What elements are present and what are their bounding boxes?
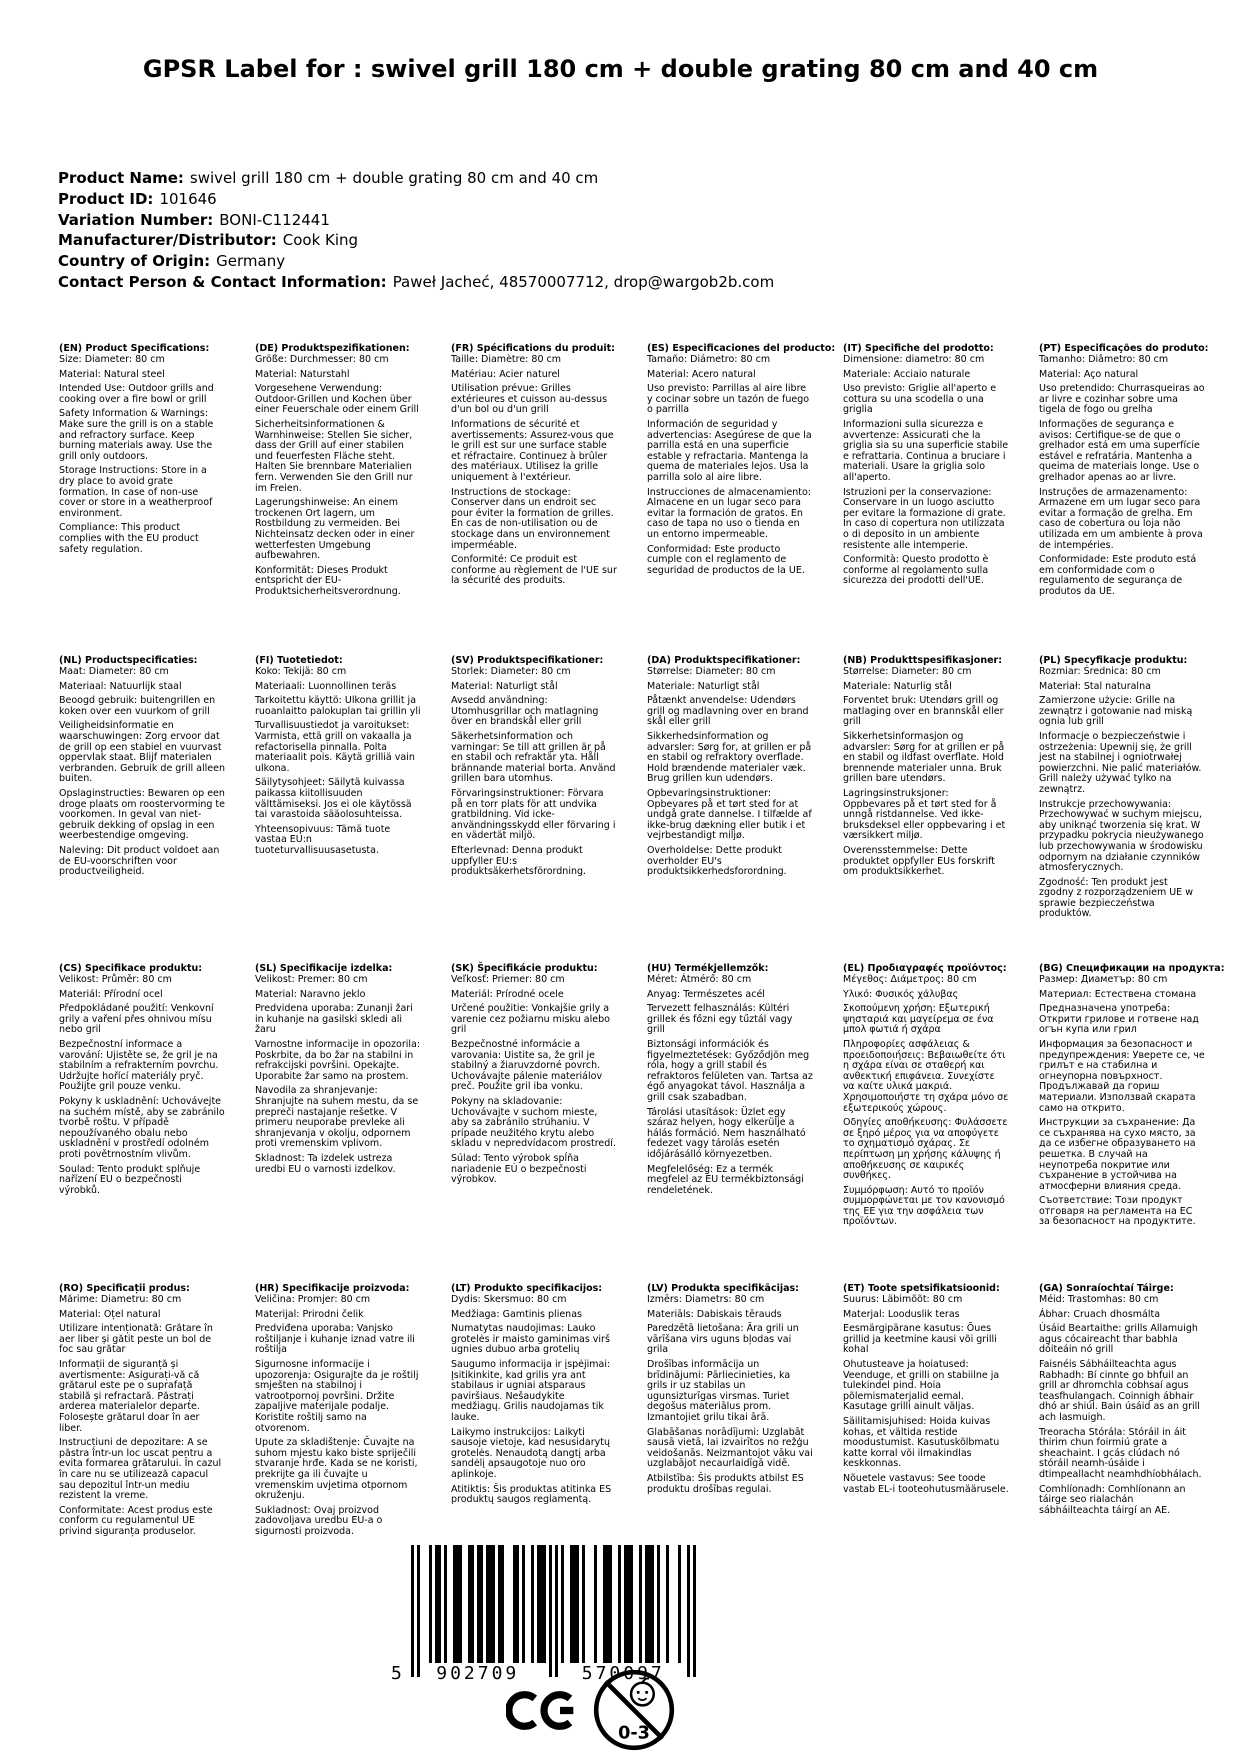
spec-paragraph: Skladnost: Ta izdelek ustreza uredbi EU o varnosti izdelkov. <box>255 1152 396 1175</box>
spec-paragraph: Veiligheidsinformatie en waarschuwingen: Zorg ervoor dat de grill op een stabiel en vuurvast oppervlak staat. Blijf materialen verbranden. Gebruik de grill alleen buiten. <box>59 720 225 785</box>
spec-paragraph: Pokyny na skladovanie: Uchovávajte v suchom mieste, aby sa zabránilo strúhaniu. V prípade neužitého krytu alebo skladu v nepredvídacom prostredí. <box>451 1095 616 1150</box>
spec-heading: (PL) Specyfikacje produktu: <box>1039 655 1188 666</box>
spec-paragraph: Dimensione: diametro: 80 cm <box>843 354 985 365</box>
spec-heading: (ES) Especificaciones del producto: <box>647 343 836 354</box>
spec-paragraphs <box>647 1295 813 1495</box>
spec-language-column <box>1039 655 1235 963</box>
spec-paragraphs <box>255 1295 421 1537</box>
spec-paragraph: Opslaginstructies: Bewaren op een droge plaats om roostervorming te voorkomen. In geval van niet-gebruik dekking of opslag in een weerbestendige omgeving. <box>59 787 225 842</box>
spec-paragraph: Material: Natural steel <box>59 368 165 380</box>
product-info-label: Country of Origin: <box>58 252 211 271</box>
spec-language-column <box>1039 343 1235 655</box>
spec-paragraph: Material: Naturligt stål <box>451 680 558 692</box>
spec-paragraph: Saugumo informacija ir įspėjimai: Įsitikinkite, kad grilis yra ant stabilaus ir ugniai atsparaus paviršiaus. Nešaudykite medžiagų. Grilis naudojamas tik lauke. <box>451 1358 611 1423</box>
spec-paragraph: Uso pretendido: Churrasqueiras ao ar livre e cozinhar sobre uma tigela de fogo ou grelha <box>1039 383 1205 416</box>
spec-language-column <box>647 1283 843 1537</box>
spec-paragraph: Koko: Tekijä: 80 cm <box>255 666 347 677</box>
spec-paragraph: Bezpečnostné informácie a varovania: Uistite sa, že gril je stabilný a žiaruvzdorné povrch. Uchovávajte pálenie materiálov preč. Použite gril iba vonku. <box>451 1038 603 1093</box>
spec-paragraph: Ohutusteave ja hoiatused: Veenduge, et grilli on stabiilne ja tulekindel pind. Hoia põlemismaterjalid eemal. Kasutage grilli ainult väljas. <box>843 1358 1000 1413</box>
spec-language-column <box>59 343 255 655</box>
spec-paragraph: Instructions de stockage: Conserver dans un endroit sec pour éviter la formation de grilles. En cas de non-utilisation ou de stockage dans un environnement imperméable. <box>451 486 614 551</box>
spec-heading: (ET) Toote spetsifikatsioonid: <box>843 1283 1000 1294</box>
spec-paragraph: Size: Diameter: 80 cm <box>59 354 165 365</box>
spec-paragraph: Materjal: Looduslik teras <box>843 1308 960 1320</box>
product-info-value: Paweł Jacheć, 48570007712, drop@wargob2b.com <box>392 272 775 291</box>
spec-paragraph: Säilytysohjeet: Säilytä kuivassa paikassa kiitollisuuden välttämiseksi. Jos ei ole käytössä tai varastoida sääolosuhteissa. <box>255 777 412 821</box>
spec-heading: (LT) Produkto specifikacijos: <box>451 1283 603 1294</box>
spec-paragraph: Upute za skladištenje: Čuvajte na suhom mjestu kako biste spriječili stvaranje hrđe. Kada se ne koristi, prekrijte ga ili čuvajte u vremenskim uvjetima otpornom okruženju. <box>255 1437 418 1502</box>
page-title: GPSR Label for : swivel grill 180 cm + double grating 80 cm and 40 cm <box>142 55 1099 83</box>
spec-paragraph: Varnostne informacije in opozorila: Poskrbite, da bo žar na stabilni in refrakcijski površini. Opekajte. Uporabite žar samo na prostem. <box>255 1038 421 1082</box>
spec-paragraphs <box>843 355 1009 587</box>
spec-paragraph: Συμμόρφωση: Αυτό το προϊόν συμμορφώνεται με τον κανονισμό της ΕΕ για την ασφάλεια των προϊόντων. <box>843 1184 1005 1228</box>
spec-paragraph: Sikkerhetsinformasjon og advarsler: Sørg for at grillen er på en stabil og ildfast overflate. Hold brennende materialer unna. Bruk grillen bare utendørs. <box>843 730 1005 785</box>
spec-paragraphs <box>647 355 813 576</box>
spec-paragraph: Intended Use: Outdoor grills and cooking over a fire bowl or grill <box>59 383 214 405</box>
spec-paragraphs <box>451 355 617 587</box>
spec-language-column <box>647 655 843 963</box>
spec-paragraph: Material: Naturstahl <box>255 368 350 380</box>
product-info-row <box>58 189 774 210</box>
spec-paragraph: Rozmiar: Średnica: 80 cm <box>1039 666 1161 677</box>
spec-heading: (EN) Product Specifications: <box>59 343 210 354</box>
spec-paragraphs <box>59 667 225 878</box>
spec-paragraph: Safety Information & Warnings: Make sure the grill is on a stable and refractory surface. Keep burning materials away. Use the grill only outdoors. <box>59 408 214 462</box>
spec-heading: (NL) Productspecificaties: <box>59 655 198 666</box>
spec-paragraph: Materiaal: Natuurlijk staal <box>59 680 182 692</box>
spec-paragraph: Material: Acero natural <box>647 368 756 380</box>
spec-language-column <box>59 963 255 1283</box>
spec-paragraph: Informações de segurança e avisos: Certifique-se de que o grelhador está em uma superfície estável e refratária. Mantenha a queima de materiais longe. Use o grelhador apenas ao ar livre. <box>1039 418 1200 483</box>
spec-paragraph: Størrelse: Diameter: 80 cm <box>647 666 776 677</box>
product-info-value: Germany <box>216 252 286 271</box>
spec-heading: (SK) Špecifikácie produktu: <box>451 963 598 974</box>
barcode-digit-group: 5 <box>391 1663 405 1684</box>
spec-heading: (DE) Produktspezifikationen: <box>255 343 410 354</box>
spec-paragraph: Predvidena uporaba: Zunanji žari in kuhanje na gasilski skledi ali žaru <box>255 1003 413 1036</box>
product-info-label: Manufacturer/Distributor: <box>58 231 277 250</box>
spec-heading: (HU) Termékjellemzők: <box>647 963 769 974</box>
spec-paragraph: Sikkerhedsinformation og advarsler: Sørg for, at grillen er på en stabil og refraktory overflade. Hold brændende materialer væk. Brug grillen kun udendørs. <box>647 730 812 785</box>
spec-paragraph: Instruções de armazenamento: Armazene em um lugar seco para evitar a formação de grelha. Em caso de cobertura ou loja não utilizada em um ambiente à prova de intempéries. <box>1039 486 1203 551</box>
spec-paragraph: Soulad: Tento produkt splňuje nařízení EU o bezpečnosti výrobků. <box>59 1163 201 1196</box>
spec-heading: (SV) Produktspecifikationer: <box>451 655 604 666</box>
spec-heading: (FR) Spécifications du produit: <box>451 343 615 354</box>
spec-paragraph: Comhlíonadh: Comhlíonann an táirge seo rialachán sábháilteachta táirgí an AE. <box>1039 1483 1186 1516</box>
spec-paragraph: Zgodność: Ten produkt jest zgodny z rozporządzeniem UE w sprawie bezpieczeństwa produktów. <box>1039 876 1193 920</box>
spec-paragraph: Storage Instructions: Store in a dry place to avoid grate formation. In case of non-use cover or store in a weatherproof environment. <box>59 465 213 519</box>
spec-language-column <box>647 963 843 1283</box>
spec-paragraphs <box>843 667 1009 878</box>
spec-paragraph: Uso previsto: Parrillas al aire libre y cocinar sobre un tazón de fuego o parrilla <box>647 383 810 416</box>
spec-language-column <box>647 343 843 655</box>
spec-language-column <box>843 343 1039 655</box>
spec-paragraph: Velikost: Premer: 80 cm <box>255 974 368 985</box>
spec-paragraphs <box>1039 667 1205 920</box>
spec-heading: (PT) Especificações do produto: <box>1039 343 1209 354</box>
spec-paragraph: Sicherheitsinformationen & Warnhinweise: Stellen Sie sicher, dass der Grill auf einer stabilen und feuerfesten Fläche steht. Halten Sie brennbare Materialien fern. Verwenden Sie den Grill nur im Freien. <box>255 418 413 494</box>
spec-paragraph: Σκοπούμενη χρήση: Εξωτερική ψησταριά και μαγείρεμα σε ένα μπολ φωτιά ή σχάρα <box>843 1003 994 1036</box>
spec-paragraph: Beoogd gebruik: buitengrillen en koken over een vuurkom of grill <box>59 695 216 717</box>
spec-language-column <box>843 1283 1039 1537</box>
spec-paragraphs <box>59 355 225 555</box>
spec-paragraph: Material: Naravno jeklo <box>255 988 366 1000</box>
spec-paragraph: Naleving: Dit product voldoet aan de EU-voorschriften voor productveiligheid. <box>59 844 220 878</box>
age-warning-label: 0-3 <box>618 1723 650 1744</box>
spec-paragraph: Storlek: Diameter: 80 cm <box>451 666 571 677</box>
spec-paragraph: Maat: Diameter: 80 cm <box>59 666 169 677</box>
spec-language-column <box>255 963 451 1283</box>
spec-heading: (RO) Specificații produs: <box>59 1283 190 1294</box>
spec-language-column <box>843 655 1039 963</box>
spec-paragraph: Megfelelőség: Ez a termék megfelel az EU termékbiztonsági rendeletének. <box>647 1163 804 1196</box>
spec-paragraphs <box>59 1295 225 1537</box>
spec-paragraph: Uso previsto: Griglie all'aperto e cottura su una scodella o una griglia <box>843 383 997 416</box>
product-info-section <box>58 168 774 293</box>
spec-paragraph: Conformité: Ce produit est conforme au règlement de l'UE sur la sécurité des produits. <box>451 554 617 587</box>
spec-paragraph: Utilizare intenționată: Grătare în aer liber și gătit peste un bol de foc sau grătar <box>59 1323 213 1356</box>
spec-language-column <box>451 963 647 1283</box>
spec-paragraph: Materiál: Přírodní ocel <box>59 988 163 1000</box>
spec-paragraph: Suurus: Läbimõõt: 80 cm <box>843 1294 963 1305</box>
spec-paragraph: Avsedd användning: Utomhusgrillar och matlagning över en brandskål eller grill <box>451 695 599 728</box>
spec-paragraph: Ábhar: Cruach dhosmálta <box>1039 1308 1161 1320</box>
spec-language-column <box>451 1283 647 1537</box>
spec-heading: (HR) Specifikacije proizvoda: <box>255 1283 410 1294</box>
spec-paragraphs <box>451 975 617 1186</box>
spec-heading: (IT) Specifiche del prodotto: <box>843 343 994 354</box>
spec-paragraph: Efterlevnad: Denna produkt uppfyller EU:s produktsäkerhetsförordning. <box>451 844 587 878</box>
product-info-value: swivel grill 180 cm + double grating 80 cm and 40 cm <box>189 169 599 187</box>
spec-language-column <box>59 655 255 963</box>
spec-language-column <box>1039 963 1235 1283</box>
spec-paragraph: Материал: Естествена стомана <box>1039 988 1197 1000</box>
spec-paragraph: Turvallisuustiedot ja varoitukset: Varmista, että grill on vakaalla ja refactorisella pinnalla. Polta materiaalit pois. Käytä grilliä vain ulkona. <box>255 720 415 774</box>
ce-mark-icon <box>506 1688 580 1733</box>
spec-paragraph: Påtænkt anvendelse: Udendørs grill og madlavning over en brand skål eller grill <box>647 695 809 728</box>
spec-paragraph: Sigurnosne informacije i upozorenja: Osigurajte da je roštilj smješten na stabilnoj i vatrootpornoj površini. Držite zapaljive materijale podalje. Koristite roštilj samo na otvorenom. <box>255 1358 419 1434</box>
spec-language-column <box>255 343 451 655</box>
spec-paragraph: Overholdelse: Dette produkt overholder EU's produktsikkerhedsforordning. <box>647 844 787 878</box>
spec-paragraph: Säilitamisjuhised: Hoida kuivas kohas, et vältida restide moodustumist. Kasutuskõlbmatu katte korral või ilmakindlas keskkonnas. <box>843 1415 1000 1470</box>
spec-paragraph: Materiale: Acciaio naturale <box>843 368 971 380</box>
spec-paragraph: Lagringsinstruksjoner: Oppbevares på et tørt sted for å unngå ristdannelse. Ved ikke-bruksdeksel eller oppbevaring i et værsikkert miljø. <box>843 787 1006 842</box>
product-info-label: Contact Person & Contact Information: <box>58 272 387 291</box>
spec-paragraph: Instrucciones de almacenamiento: Almacene en un lugar seco para evitar la formación de gratos. En caso de tapa no uso o tienda en un entorno impermeable. <box>647 486 811 540</box>
spec-paragraph: Conformidad: Este producto cumple con el reglamento de seguridad de productos de la UE. <box>647 543 805 576</box>
spec-paragraph: Atbilstība: Šis produkts atbilst ES produktu drošības regulai. <box>647 1472 804 1495</box>
spec-language-column <box>451 343 647 655</box>
spec-paragraph: Materijal: Prirodni čelik <box>255 1308 364 1320</box>
spec-paragraph: Istruzioni per la conservazione: Conservare in un luogo asciutto per evitare la formazione di grate. In caso di copertura non utilizzata o di deposito in un ambiente resistente alle intemperie. <box>843 486 1006 551</box>
product-info-row <box>58 230 774 251</box>
spec-paragraph: Υλικό: Φυσικός χάλυβας <box>843 988 959 1000</box>
spec-heading: (SL) Specifikacije izdelka: <box>255 963 393 974</box>
spec-paragraphs <box>59 975 225 1196</box>
spec-paragraphs <box>843 1295 1009 1495</box>
spec-paragraphs <box>451 667 617 878</box>
spec-heading: (GA) Sonraíochtaí Táirge: <box>1039 1283 1174 1294</box>
spec-paragraph: Съответствие: Този продукт отговаря на регламента на ЕС за безопасност на продуктите. <box>1039 1195 1196 1228</box>
spec-paragraph: Atitiktis: Šis produktas atitinka ES produktų saugos reglamentą. <box>451 1483 612 1506</box>
spec-paragraphs <box>1039 355 1205 597</box>
spec-paragraph: Størrelse: Diameter: 80 cm <box>843 666 972 677</box>
spec-paragraph: Dydis: Skersmuo: 80 cm <box>451 1294 567 1305</box>
spec-paragraph: Tervezett felhasználás: Kültéri grillek és főzni egy tűztál vagy grill <box>647 1003 793 1036</box>
product-info-label: Variation Number: <box>58 210 214 229</box>
spec-paragraph: Numatytas naudojimas: Lauko grotelės ir maisto gaminimas virš ugnies dubuo arba grotelių <box>451 1323 610 1356</box>
spec-paragraph: Faisnéis Sábháilteachta agus Rabhadh: Bí cinnte go bhfuil an grill ar dhromchla cobhsaí agus teasfhulangach. Coinnigh ábhair dhó ar shiúl. Bain úsáid as an grill ach lasmuigh. <box>1039 1358 1200 1423</box>
spec-paragraph: Material: Oțel natural <box>59 1308 161 1320</box>
spec-paragraphs <box>1039 975 1205 1228</box>
spec-paragraph: Material: Aço natural <box>1039 368 1139 380</box>
spec-paragraph: Lagerungshinweise: An einem trockenen Ort lagern, um Rostbildung zu vermeiden. Bei Nichteinsatz decken oder in einer wetterfesten Umgebung aufbewahren. <box>255 497 415 562</box>
spec-paragraph: Eesmärgipärane kasutus: Õues grillid ja keetmine kausi või grilli kohal <box>843 1323 997 1356</box>
spec-paragraph: Glabāšanas norādījumi: Uzglabāt sausā vietā, lai izvairītos no režģu veidošanās. Neizmantojot vāku vai uzglabājot necaurlaidīgā vidē. <box>647 1426 813 1470</box>
product-info-row <box>58 168 774 189</box>
spec-paragraph: Laikymo instrukcijos: Laikyti sausoje vietoje, kad nesusidarytų grotelės. Nenaudotą dangtį arba sandėlį apsaugotoje nuo oro aplinkoje. <box>451 1426 610 1480</box>
spec-paragraph: Vorgesehene Verwendung: Outdoor-Grillen und Kochen über einer Feuerschale oder einem Grill <box>255 383 419 416</box>
spec-heading: (BG) Спецификации на продукта: <box>1039 963 1225 974</box>
age-warning-0-3-icon <box>592 1668 676 1752</box>
spec-paragraph: Předpokládané použití: Venkovní grily a vaření přes ohnivou mísu nebo gril <box>59 1003 214 1036</box>
spec-paragraph: Súlad: Tento výrobok spĺňa nariadenie EÚ o bezpečnosti výrobkov. <box>451 1152 587 1186</box>
spec-paragraph: Instrukcje przechowywania: Przechowywać w suchym miejscu, aby uniknąć tworzenia się krat. W przypadku pokrycia nieużywanego lub przechowywania w środowisku odpornym na działanie czynników atmosferycznych. <box>1039 798 1204 874</box>
spec-paragraph: Medžiaga: Gamtinis plienas <box>451 1308 582 1320</box>
product-info-row <box>58 272 774 293</box>
spec-paragraph: Taille: Diamètre: 80 cm <box>451 354 561 365</box>
spec-paragraph: Predviđena uporaba: Vanjsko roštiljanje i kuhanje iznad vatre ili roštilja <box>255 1323 415 1356</box>
spec-paragraph: Materiale: Naturlig stål <box>843 680 952 692</box>
spec-paragraph: Materiāls: Dabiskais tērauds <box>647 1308 782 1320</box>
spec-paragraph: Mărime: Diametru: 80 cm <box>59 1294 182 1305</box>
spec-paragraph: Tárolási utasítások: Üzlet egy száraz helyen, hogy elkerülje a hálás formáció. Nem használható fedezet vagy tárolás esetén időjárásálló környezetben. <box>647 1106 806 1160</box>
spec-paragraphs <box>843 975 1009 1228</box>
product-info-value: Cook King <box>282 231 359 250</box>
spec-paragraph: Инструкции за съхранение: Да се съхранява на сухо място, за да се избегне образуването на решетка. В случай на неупотреба покритие или съхранение в устойчива на атмосферни влияния среда. <box>1039 1117 1196 1192</box>
spec-paragraph: Tamaño: Diámetro: 80 cm <box>647 354 771 365</box>
spec-paragraph: Förvaringsinstruktioner: Förvara på en torr plats för att undvika gratbildning. Vid icke-användningsskydd eller förvaring i en vädertät miljö. <box>451 787 616 842</box>
spec-paragraph: Veľkosť: Priemer: 80 cm <box>451 974 565 985</box>
spec-paragraph: Zamierzone użycie: Grille na zewnątrz i gotowanie nad miską ognia lub grill <box>1039 695 1193 728</box>
spec-paragraph: Размер: Диаметър: 80 cm <box>1039 974 1168 985</box>
spec-paragraph: Materiale: Naturligt stål <box>647 680 760 692</box>
spec-paragraph: Sukladnost: Ovaj proizvod zadovoljava uredbu EU-a o sigurnosti proizvoda. <box>255 1504 383 1537</box>
spec-paragraph: Izmērs: Diametrs: 80 cm <box>647 1294 765 1305</box>
spec-paragraph: Größe: Durchmesser: 80 cm <box>255 354 389 365</box>
spec-paragraph: Určené použitie: Vonkajšie grily a varenie cez požiarnu misku alebo gril <box>451 1003 610 1036</box>
barcode-bars-icon <box>411 1545 696 1679</box>
spec-paragraph: Méret: Átmérő: 80 cm <box>647 974 752 985</box>
spec-paragraphs <box>647 975 813 1196</box>
spec-paragraphs <box>255 355 421 597</box>
spec-paragraph: Tarkoitettu käyttö: Ulkona grillit ja ruoanlaitto palokuplan tai grillin yli <box>255 695 421 717</box>
spec-paragraph: Materiaali: Luonnollinen teräs <box>255 680 397 692</box>
spec-paragraph: Οδηγίες αποθήκευσης: Φυλάσσετε σε ξηρό μέρος για να αποφύγετε το σχηματισμό σχάρας. Σε περίπτωση μη χρήσης κάλυψης ή αποθήκευσης σε καιρικές συνθήκες. <box>843 1117 1008 1182</box>
spec-paragraph: Navodila za shranjevanje: Shranjujte na suhem mestu, da se prepreči nastajanje rešetke. V primeru neuporabe prevleke ali shranjevanja v okolju, odpornem proti vremenskim vplivom. <box>255 1085 419 1150</box>
spec-paragraph: Materiał: Stal naturalna <box>1039 680 1151 692</box>
spec-paragraph: Conformità: Questo prodotto è conforme al regolamento sulla sicurezza dei prodotti dell'UE. <box>843 554 989 587</box>
spec-paragraph: Veličina: Promjer: 80 cm <box>255 1294 371 1305</box>
spec-language-column <box>59 1283 255 1537</box>
spec-paragraph: Forventet bruk: Utendørs grill og matlaging over en brannskål eller grill <box>843 695 1004 728</box>
spec-paragraph: Compliance: This product complies with the EU product safety regulation. <box>59 522 199 555</box>
spec-paragraph: Πληροφορίες ασφάλειας & προειδοποιήσεις: Βεβαιωθείτε ότι η σχάρα είναι σε σταθερή και ανθεκτική επιφάνεια. Συνεχίστε να καίτε υλικά μακριά. Χρησιμοποιήστε τη σχάρα μόνο σε εξωτερικούς χώρους. <box>843 1038 1009 1114</box>
spec-language-column <box>255 1283 451 1537</box>
spec-paragraph: Μέγεθος: Διάμετρος: 80 cm <box>843 974 977 985</box>
specifications-grid <box>59 343 1235 1537</box>
spec-paragraph: Instrucțiuni de depozitare: A se păstra într-un loc uscat pentru a evita formarea grătarului. În cazul în care nu se utilizează capacul sau depozitul într-un mediu rezistent la vreme. <box>59 1437 222 1502</box>
product-info-label: Product Name: <box>58 169 184 187</box>
spec-paragraph: Bezpečnostní informace a varování: Ujistěte se, že gril je na stabilním a refrakterním povrchu. Udržujte hořící materiály pryč. Použijte gril pouze venku. <box>59 1038 219 1093</box>
spec-language-column <box>843 963 1039 1283</box>
spec-heading: (NB) Produkttspesifikasjoner: <box>843 655 1003 666</box>
spec-paragraph: Предназначена употреба: Открити грилове и готвене над огън купа или грил <box>1039 1003 1199 1036</box>
spec-paragraph: Matériau: Acier naturel <box>451 368 560 380</box>
spec-paragraph: Úsáid Beartaithe: grills Allamuigh agus cócaireacht thar babhla dóiteáin nó grill <box>1039 1323 1198 1356</box>
spec-paragraph: Paredzētā lietošana: Āra grili un vārīšana virs uguns bļodas vai grila <box>647 1323 799 1356</box>
barcode-digit-group: 570097 <box>581 1663 665 1684</box>
spec-language-column <box>1039 1283 1235 1537</box>
product-info-row <box>58 251 774 272</box>
spec-language-column <box>255 655 451 963</box>
spec-paragraph: Información de seguridad y advertencias: Asegúrese de que la parrilla está en una superficie estable y refractaria. Mantenga la quema de materiales lejos. Usa la parrilla solo al aire libre. <box>647 418 812 483</box>
spec-heading: (FI) Tuotetiedot: <box>255 655 343 666</box>
spec-paragraph: Informations de sécurité et avertissements: Assurez-vous que le grill est sur une surface stable et réfractaire. Continuez à brûler des matériaux. Utilisez la grille uniquement à l'extérieur. <box>451 418 614 483</box>
product-info-row <box>58 210 774 231</box>
spec-paragraph: Nõuetele vastavus: See toode vastab EL-i tooteohutusmäärusele. <box>843 1472 1009 1495</box>
spec-paragraph: Informacje o bezpieczeństwie i ostrzeżenia: Upewnij się, że grill jest na stabilnej i ogniotrwałej powierzchni. Nie palić materiałów. Grill należy używać tylko na zewnątrz. <box>1039 730 1202 795</box>
spec-paragraph: Utilisation prévue: Grilles extérieures et cuisson au-dessus d'un bol ou d'un grill <box>451 383 608 416</box>
spec-language-column <box>451 655 647 963</box>
spec-heading: (EL) Προδιαγραφές προϊόντος: <box>843 963 1007 974</box>
spec-paragraphs <box>647 667 813 878</box>
spec-paragraph: Conformitate: Acest produs este conform cu regulamentul UE privind siguranța produselor. <box>59 1504 213 1537</box>
spec-heading: (DA) Produktspecifikationer: <box>647 655 801 666</box>
spec-paragraph: Biztonsági információk és figyelmeztetések: Győződjön meg róla, hogy a grill stabil és refraktoros felületen van. Tartsa az égő anyagokat távol. Használja a grill csak szabadban. <box>647 1038 813 1103</box>
spec-paragraph: Overensstemmelse: Dette produktet oppfyller EUs forskrift om produktsikkerhet. <box>843 844 996 878</box>
spec-paragraphs <box>1039 1295 1205 1516</box>
spec-paragraph: Conformidade: Este produto está em conformidade com o regulamento de segurança de produtos da UE. <box>1039 554 1197 597</box>
spec-paragraph: Anyag: Természetes acél <box>647 988 765 1000</box>
spec-paragraph: Säkerhetsinformation och varningar: Se till att grillen är på en stabil och refraktär yta. Håll brännande material borta. Använd grillen bara utomhus. <box>451 730 616 785</box>
spec-paragraph: Treoracha Stórála: Stóráil in áit thirim chun foirmiú grate a sheachaint. I gcás clúdach nó stóráil neamh-úsáide i dtimpeallacht neamhdhíobhálach. <box>1039 1426 1202 1480</box>
spec-paragraph: Materiál: Prírodné ocele <box>451 988 564 1000</box>
spec-paragraph: Pokyny k uskladnění: Uchovávejte na suchém místě, aby se zabránilo tvorbě roštu. V případě nepoužívaného obalu nebo uskladnění v prostředí odolném proti povětrnostním vlivům. <box>59 1095 225 1160</box>
barcode-bar <box>693 1545 696 1677</box>
product-info-value: 101646 <box>159 189 217 208</box>
spec-paragraph: Drošības informācija un brīdinājumi: Pārliecinieties, ka grils ir uz stabilas un ugunsizturīgas virsmas. Turiet degošus materiālus prom. Izmantojiet grilu tikai ārā. <box>647 1358 791 1423</box>
spec-paragraph: Tamanho: Diâmetro: 80 cm <box>1039 354 1169 365</box>
spec-paragraph: Méid: Trastomhas: 80 cm <box>1039 1294 1159 1305</box>
spec-paragraph: Informazioni sulla sicurezza e avvertenze: Assicurati che la griglia sia su una superficie stabile e refrattaria. Continua a bruciare i materiali. Usare la griglia solo all'aperto. <box>843 418 1009 483</box>
spec-paragraphs <box>255 975 421 1175</box>
barcode-digit-group: 902709 <box>436 1663 520 1684</box>
baby-face-icon <box>631 1683 654 1706</box>
product-info-value: BONI-C112441 <box>219 210 330 229</box>
spec-paragraphs <box>255 667 421 857</box>
spec-paragraph: Opbevaringsinstruktioner: Opbevares på et tørt sted for at undgå grate dannelse. I tilfælde af ikke-brug dækning eller butik i et vejrbestandigt miljø. <box>647 787 812 842</box>
spec-heading: (CS) Specifikace produktu: <box>59 963 203 974</box>
product-info-label: Product ID: <box>58 189 154 208</box>
spec-paragraph: Konformität: Dieses Produkt entspricht der EU-Produktsicherheitsverordnung. <box>255 564 401 597</box>
spec-heading: (LV) Produkta specifikācijas: <box>647 1283 799 1294</box>
spec-paragraph: Yhteensopivuus: Tämä tuote vastaa EU:n tuoteturvallisuusasetusta. <box>255 823 391 856</box>
spec-paragraph: Информация за безопасност и предупреждения: Уверете се, че грилът е на стабилна и огнеупорна повърхност. Продължавай да гориш материали. Използвай скарата само на открито. <box>1039 1038 1205 1114</box>
spec-paragraph: Informații de siguranță și avertismente: Asigurați-vă că grătarul este pe o suprafață stabilă și refractară. Păstrați arderea materialelor departe. Folosește grătarul doar în aer liber. <box>59 1358 200 1434</box>
spec-paragraph: Velikost: Průměr: 80 cm <box>59 974 172 985</box>
spec-paragraphs <box>451 1295 617 1506</box>
